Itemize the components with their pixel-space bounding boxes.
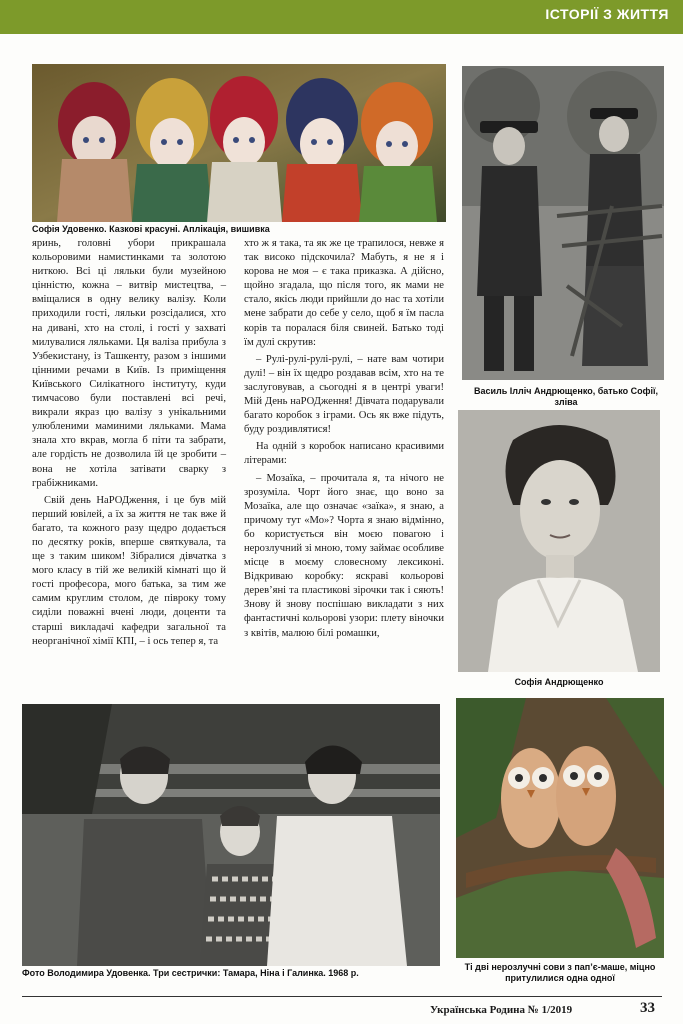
father-photo [462, 66, 664, 380]
article-column-2 [244, 237, 444, 641]
sofia-caption: Софія Андрющенко [514, 677, 604, 687]
article-paragraph: – Рулі-рулі-рулі-рулі, – нате вам чотири дулі! – він їх щедро роздавав всім, хто на те заслуговував, а сьогодні я в центрі уваги! Мій День наРОДження! Дівчата подарували багато коробок з іграми. Ось як вже підуть, буду роздивлятися! [244, 353, 444, 436]
owls-caption: Ті дві нерозлучні сови з пап’є-маше, міцно притулилися одна одної [464, 962, 656, 983]
article-column-1 [32, 237, 226, 649]
article-paragraph: На одній з коробок написано красивими літерами: [244, 441, 444, 467]
article-paragraph: яринь, головні убори прикрашала кольоровими намистинками та золотою ниткою. Всі ці ляльки були музейною цінністю, кожна – витвір мистецтва, – вміщалися в одну велику валізу. Коли приходили гості, ляльки розсідалися, хто на дивані, хто на столі, і гості у захваті милувалися ляльками. Ця валіза прибула з Узбекистану, із Ташкенту, разом з іншими цінними речами в Київ. Із приміщення Київського Силікатного інституту, куди тимчасово були поставлені всі речі, викрали якраз цю валізу з унікальними улюбленими маминими ляльками. Мама знала хто вкрав, могла б піти та забрати, але гордість не дозволила їй це зробити – вона не хотіла затівати сварку з грабіжниками. [32, 238, 226, 489]
dolls-photo [32, 64, 446, 222]
footer-rule [22, 996, 662, 997]
dolls-caption: Софія Удовенко. Казкові красуні. Аплікація, вишивка [32, 224, 270, 234]
sisters-photo [22, 704, 440, 966]
sisters-caption: Фото Володимира Удовенка. Три сестрички: Тамара, Ніна і Галинка. 1968 р. [22, 968, 359, 978]
section-title: ІСТОРІЇ З ЖИТТЯ [545, 6, 669, 22]
article-paragraph: Свій день НаРОДження, і це був мій перший ювілей, а їх за життя не так вже й багато, та кожного разу щедро додається по десятку років, вперше святкувала, та ще з таким шиком! Зібралися дівчатка з мого класу в тій же великій кімнаті що й гості професора, мого батька, за тим же самим круглим столом, де півроку тому сиділи поважні вчені люди, доценти та старші викладачі кафедри загальної та неорганічної хімії КПІ, – і ось тепер я, та [32, 494, 226, 647]
owls-photo [456, 698, 664, 958]
magazine-issue: Українська Родина № 1/2019 [430, 1004, 573, 1016]
article-paragraph: хто ж я така, та як же це трапилося, невже я так високо підскочила? Мабуть, я не я і корова не моя – є така приказка. А дійсно, щойно згадала, що після того, як мами не стало, якісь люди прийшли до нас та хотіли мене забрати до себе у село, щоб я їм пасла корів та поралася біля свиней. Батько тоді їм дулі скрутив: [244, 238, 444, 348]
sofia-photo [458, 410, 660, 672]
article-paragraph: – Мозаїка, – прочитала я, та нічого не зрозуміла. Чорт його знає, що воно за Мозаїка, але що означає «заїка», я знаю, а причому тут «Мо»? Чорта я знаю відмінно, бо користується він моєю повагою і нерозлучний зі мною, тому займає особливе місце в моєму словесному лексиконі. Відкриваю коробку: яскраві кольорові дерев’яні та пластикові зірочки так і сяють! Знову й знову поспішаю викладати з них фантастичні кольорові узори: плету віночки з квітів, малюю білі ромашки, [244, 472, 444, 639]
section-header-bar [0, 0, 683, 34]
page-number: 33 [640, 1000, 655, 1016]
father-caption: Василь Ілліч Андрющенко, батько Софії, зліва [474, 386, 658, 407]
